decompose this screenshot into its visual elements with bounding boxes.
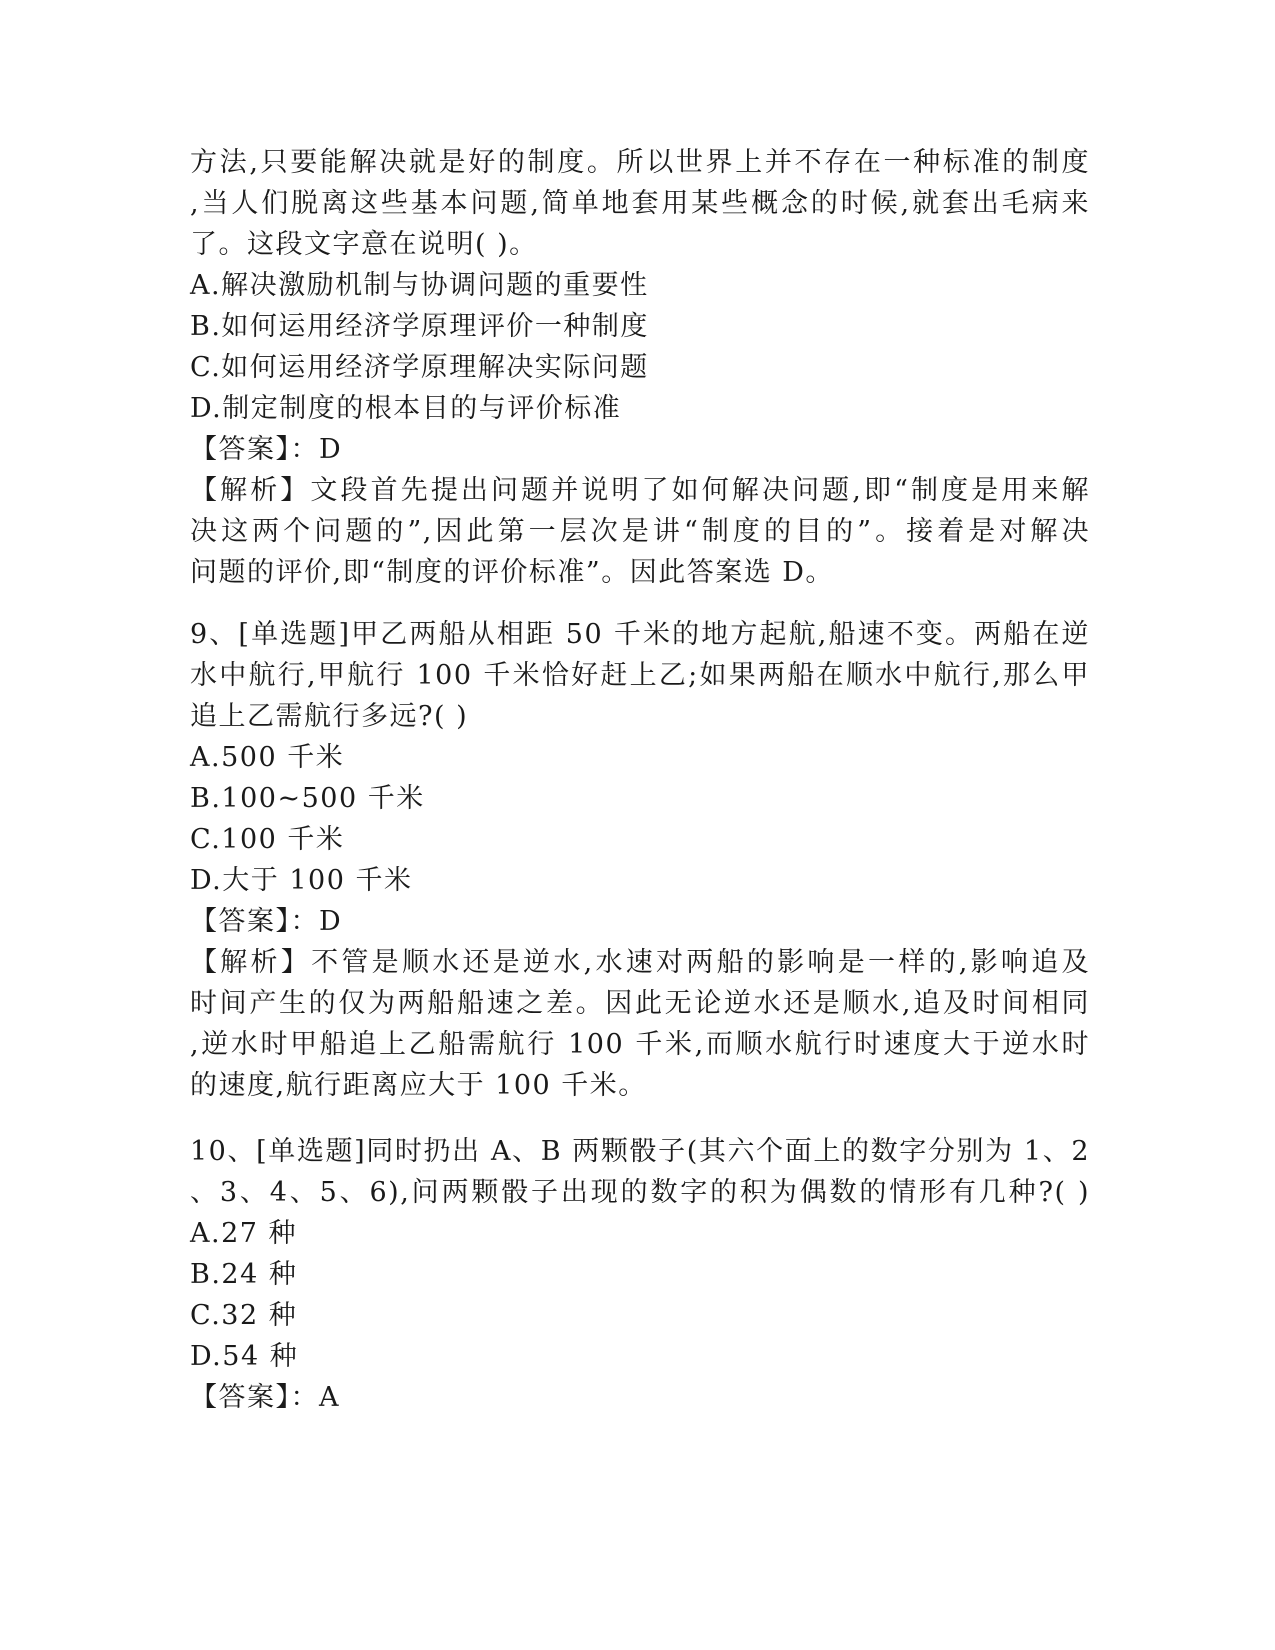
question-9-text-line: 追上乙需航行多远?( ) (190, 701, 469, 732)
question-9-text-line: 水中航行,甲航行 100 千米恰好赶上乙;如果两船在顺水中航行,那么甲 (190, 660, 1090, 691)
question-8-option-d: D.制定制度的根本目的与评价标准 (190, 393, 622, 424)
question-9-analysis-line: 时间产生的仅为两船船速之差。因此无论逆水还是顺水,追及时间相同 (190, 988, 1090, 1019)
question-9-analysis-line: ,逆水时甲船追上乙船需航行 100 千米,而顺水航行时速度大于逆水时 (190, 1029, 1090, 1060)
question-9-option-a: A.500 千米 (190, 742, 345, 773)
question-8-text-line: 了。这段文字意在说明( )。 (190, 229, 538, 260)
question-8-analysis-line: 【解析】文段首先提出问题并说明了如何解决问题,即“制度是用来解 (190, 475, 1090, 506)
question-9-text-line: 9、[单选题]甲乙两船从相距 50 千米的地方起航,船速不变。两船在逆 (190, 619, 1090, 650)
question-10-answer: 【答案】：A (190, 1382, 340, 1413)
question-10-text-line: 10、[单选题]同时扔出 A、B 两颗骰子(其六个面上的数字分别为 1、2 (190, 1136, 1090, 1167)
question-8-option-b: B.如何运用经济学原理评价一种制度 (190, 311, 649, 342)
question-10-text-line: 、3、4、5、6),问两颗骰子出现的数字的积为偶数的情形有几种?( ) (190, 1177, 1090, 1208)
question-8-analysis-line: 决这两个问题的”,因此第一层次是讲“制度的目的”。接着是对解决 (190, 516, 1090, 547)
question-9-option-b: B.100~500 千米 (190, 783, 425, 814)
question-8-text-line: ,当人们脱离这些基本问题,简单地套用某些概念的时候,就套出毛病来 (190, 188, 1090, 219)
question-8-analysis-line: 问题的评价,即“制度的评价标准”。因此答案选 D。 (190, 557, 834, 588)
question-8-text-line: 方法,只要能解决就是好的制度。所以世界上并不存在一种标准的制度 (190, 147, 1090, 178)
question-8-option-a: A.解决激励机制与协调问题的重要性 (190, 270, 649, 301)
question-9-analysis-line: 【解析】不管是顺水还是逆水,水速对两船的影响是一样的,影响追及 (190, 947, 1090, 978)
question-9-option-d: D.大于 100 千米 (190, 865, 413, 896)
question-8-option-c: C.如何运用经济学原理解决实际问题 (190, 352, 649, 383)
question-9-option-c: C.100 千米 (190, 824, 345, 855)
question-9-analysis-line: 的速度,航行距离应大于 100 千米。 (190, 1070, 647, 1101)
question-10-option-d: D.54 种 (190, 1341, 299, 1372)
question-10-option-a: A.27 种 (190, 1218, 298, 1249)
question-8-answer: 【答案】：D (190, 434, 343, 465)
question-10-option-b: B.24 种 (190, 1259, 298, 1290)
question-10-option-c: C.32 种 (190, 1300, 298, 1331)
question-9-answer: 【答案】：D (190, 906, 343, 937)
